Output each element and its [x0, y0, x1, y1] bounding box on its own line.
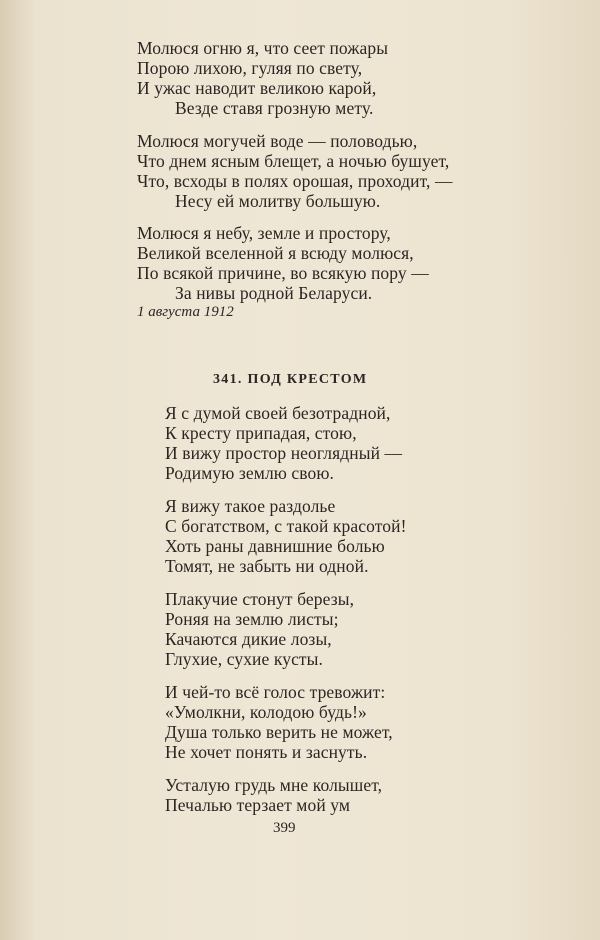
verse-line: Не хочет понять и заснуть. — [165, 742, 368, 762]
verse-line: Глухие, сухие кусты. — [165, 649, 324, 669]
verse-line: Плакучие стонут березы, — [165, 589, 355, 609]
verse-line: И ужас наводит великою карой, — [137, 78, 377, 98]
poem-date: 1 августа 1912 — [137, 304, 234, 320]
verse-line: Душа только верить не может, — [165, 722, 393, 742]
verse-line: Молюся я небу, земле и простору, — [137, 223, 391, 243]
verse-line: Усталую грудь мне колышет, — [165, 775, 383, 795]
verse-line: Великой вселенной я всюду молюся, — [137, 243, 414, 263]
verse-line: Несу ей молитву большую. — [175, 191, 381, 211]
page-number: 399 — [273, 820, 296, 836]
verse-line: «Умолкни, колодою будь!» — [165, 702, 367, 722]
verse-line: Что, всходы в полях орошая, проходит, — — [137, 171, 453, 191]
verse-line: Молюся огню я, что сеет пожары — [137, 38, 389, 58]
verse-line: Хоть раны давнишние болью — [165, 536, 385, 556]
verse-line: И чей-то всё голос тревожит: — [165, 682, 386, 702]
verse-line: И вижу простор неоглядный — — [165, 443, 403, 463]
verse-line: Печалью терзает мой ум — [165, 795, 351, 815]
poem-title: 341. ПОД КРЕСТОМ — [213, 372, 368, 387]
verse-line: Порою лихою, гуляя по свету, — [137, 58, 363, 78]
verse-line: С богатством, с такой красотой! — [165, 516, 407, 536]
verse-line: Я с думой своей безотрадной, — [165, 403, 391, 423]
verse-line: Роняя на землю листы; — [165, 609, 339, 629]
verse-line: Родимую землю свою. — [165, 463, 335, 483]
verse-line: Что днем ясным блещет, а ночью бушует, — [137, 151, 450, 171]
verse-line: За нивы родной Беларуси. — [175, 283, 373, 303]
verse-line: Томят, не забыть ни одной. — [165, 556, 369, 576]
verse-line: По всякой причине, во всякую пору — — [137, 263, 429, 283]
verse-line: Качаются дикие лозы, — [165, 629, 332, 649]
verse-line: К кресту припадая, стою, — [165, 423, 357, 443]
verse-line: Я вижу такое раздолье — [165, 496, 336, 516]
verse-line: Везде ставя грозную мету. — [175, 98, 374, 118]
verse-line: Молюся могучей воде — половодью, — [137, 131, 418, 151]
